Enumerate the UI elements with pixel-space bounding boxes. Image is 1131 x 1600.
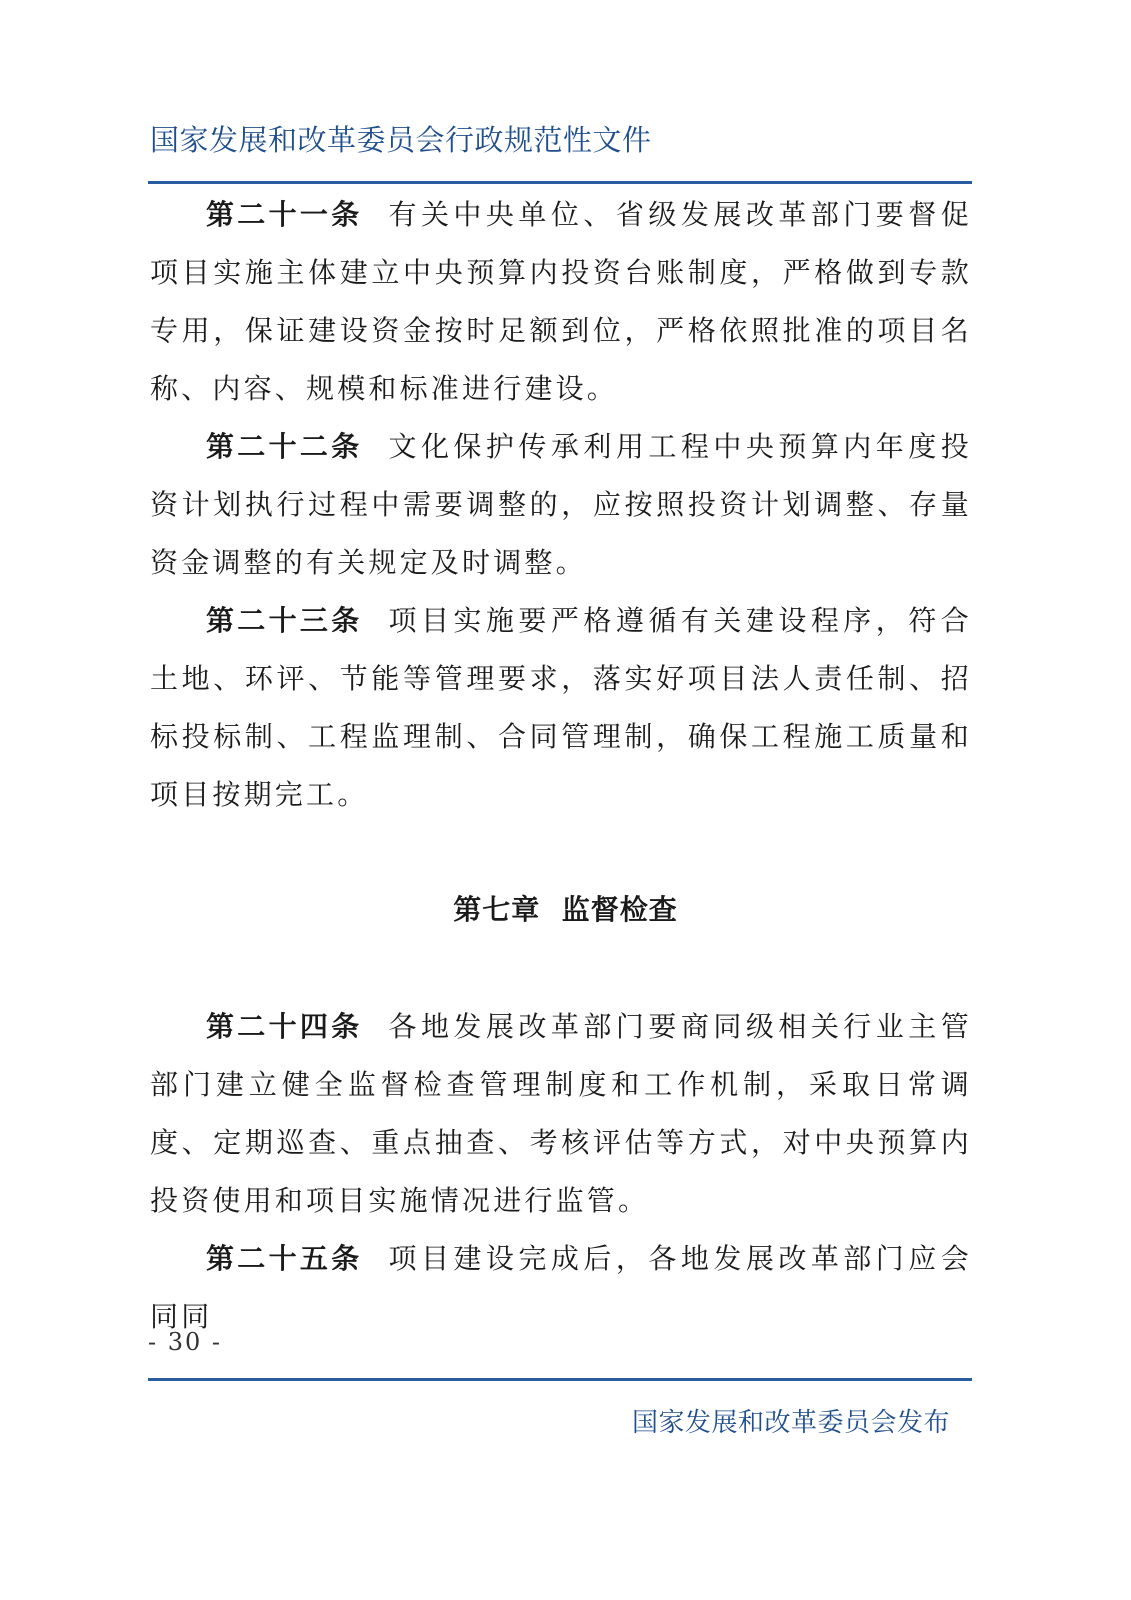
article-label: 第二十三条 [206,604,363,637]
article-text: 各地发展改革部门要商同级相关行业主管部门建立健全监督检查管理制度和工作机制，采取日常调度、定期巡查、重点抽查、考核评估等方式，对中央预算内投资使用和项目实施情况进行监管。 [150,1010,972,1217]
article-22 [150,418,972,592]
page-number: - 30 - [148,1328,223,1356]
footer-divider [148,1378,972,1381]
article-23 [150,592,972,824]
chapter-heading: 第七章 监督检查 [453,893,678,926]
article-label: 第二十五条 [206,1242,363,1275]
footer-publisher: 国家发展和改革委员会发布 [632,1408,951,1438]
article-label: 第二十四条 [206,1010,363,1043]
article-label: 第二十一条 [206,198,363,231]
article-24 [150,998,972,1230]
article-text: 有关中央单位、省级发展改革部门要督促项目实施主体建立中央预算内投资台账制度，严格做到专款专用，保证建设资金按时足额到位，严格依照批准的项目名称、内容、规模和标准进行建设。 [150,198,972,405]
article-text: 项目实施要严格遵循有关建设程序，符合土地、环评、节能等管理要求，落实好项目法人责任制、招标投标制、工程监理制、合同管理制，确保工程施工质量和项目按期完工。 [150,604,972,811]
document-header-title: 国家发展和改革委员会行政规范性文件 [150,123,652,157]
article-text: 项目建设完成后，各地发展改革部门应会同同 [150,1242,972,1333]
header-divider [148,181,972,184]
article-text: 文化保护传承利用工程中央预算内年度投资计划执行过程中需要调整的，应按照投资计划调整、存量资金调整的有关规定及时调整。 [150,430,972,579]
article-25 [150,1230,972,1346]
article-21 [150,186,972,418]
article-label: 第二十二条 [206,430,363,463]
